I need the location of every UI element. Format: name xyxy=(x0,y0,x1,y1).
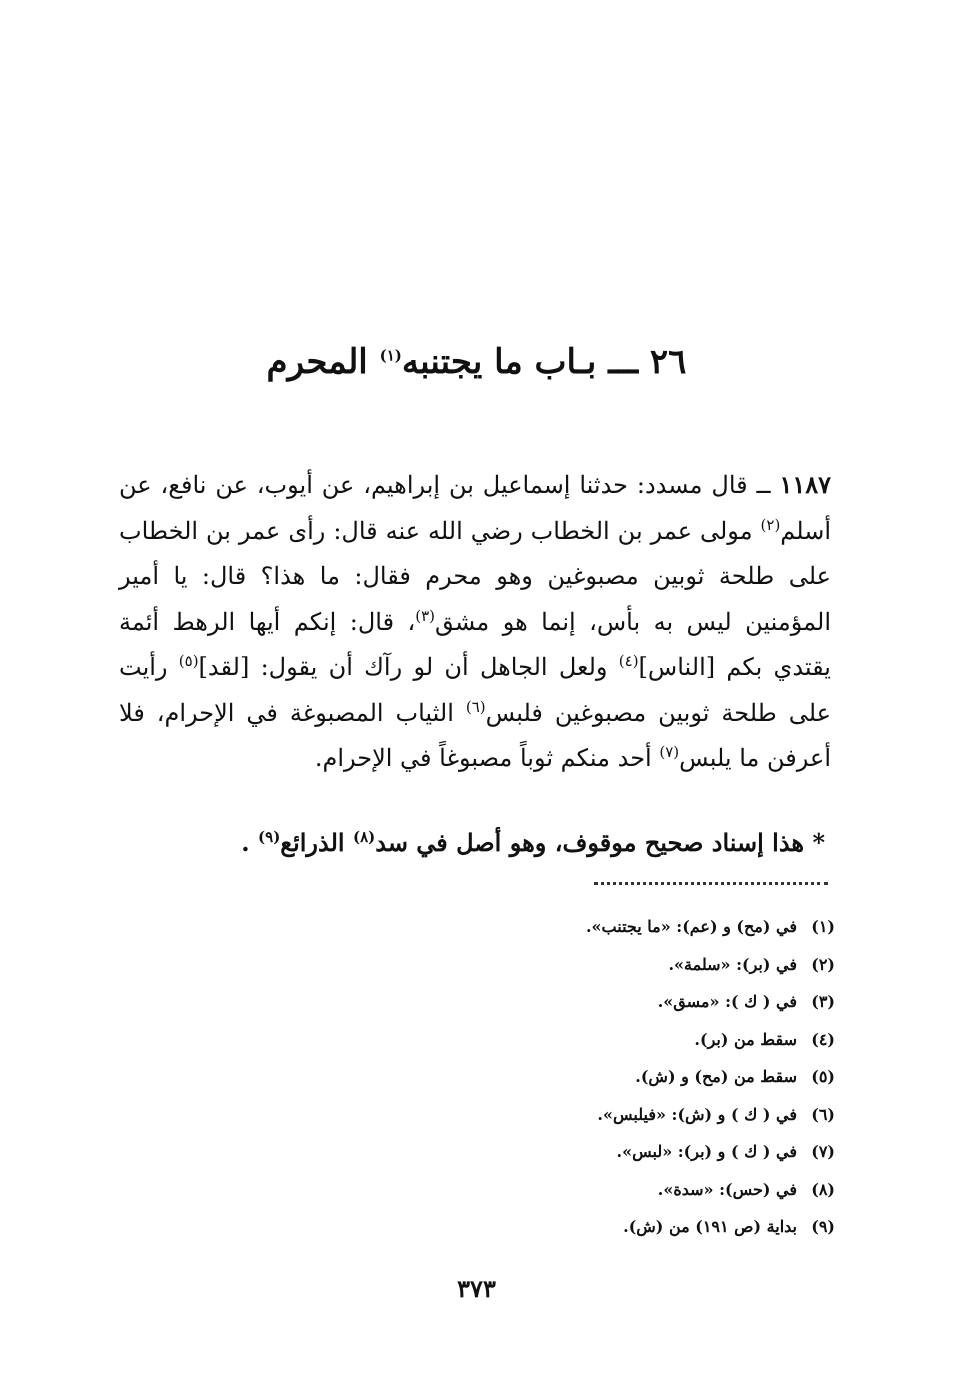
footnote-number: (٩) xyxy=(811,1217,835,1236)
footnote-ref: (٩) xyxy=(258,828,281,846)
footnote-item xyxy=(335,908,835,946)
footnote-ref: (٤) xyxy=(618,652,639,670)
hadith-text: قال مسدد: حدثنا إسماعيل بن إبراهيم، عن أيوب، عن نافع، عن أسلم xyxy=(119,471,831,545)
footnote-number: (٢) xyxy=(811,954,835,974)
footnote-text: بداية (ص ١٩١) من (ش). xyxy=(623,1217,797,1236)
footnotes-list xyxy=(335,908,835,1246)
footnote-ref: (١) xyxy=(379,346,402,365)
chapter-number: ٢٦ xyxy=(649,342,687,382)
footnote-text: في (مح) و (عم): «ما يجتنب». xyxy=(585,917,797,936)
footnote-text: في ( ك ): «مسق». xyxy=(657,992,797,1011)
hadith-number: ١١٨٧ xyxy=(779,470,831,499)
footnote-ref: (٢) xyxy=(760,515,781,534)
footnote-text: سقط من (مح) و (ش). xyxy=(635,1067,797,1086)
footnote-number: (٥) xyxy=(811,1067,835,1086)
footnote-text: سقط من (بر). xyxy=(694,1029,797,1049)
footnote-item xyxy=(335,1208,835,1246)
hadith-text: رأيت على طلحة ثوبين مصبوغين فلبس xyxy=(119,653,832,727)
footnote-text: في ( ك ) و (ش): «فيلبس». xyxy=(597,1104,797,1124)
grading-text: هذا إسناد صحيح موقوف، وهو أصل في سد xyxy=(375,828,813,857)
footnote-text: في ( ك ) و (بر): «لبس». xyxy=(616,1142,797,1161)
grading-text: الذرائع xyxy=(280,828,353,857)
footnote-ref: (٣) xyxy=(415,606,435,625)
footnote-number: (٧) xyxy=(811,1142,835,1161)
footnote-item xyxy=(335,983,835,1021)
hadith-text: الثياب المصبوغة في الإحرام، فلا أعرفن ما يلبس xyxy=(119,698,831,772)
chapter-title xyxy=(0,332,953,392)
footnote-ref: (٥) xyxy=(178,652,199,670)
footnote-ref: (٧) xyxy=(659,743,680,761)
footnote-text: في (حس): «سدة». xyxy=(657,1179,797,1199)
chapter-title-text: بـاب ما يجتنبه xyxy=(401,342,597,382)
hadith-text: ، قال: إنكم أيها الرهط أئمة يقتدي بكم [الناس] xyxy=(119,607,831,681)
footnote-number: (٣) xyxy=(811,992,835,1011)
hadith-text: أحد منكم ثوباً مصبوغاً في الإحرام. xyxy=(314,744,660,772)
hadith-text: مولى عمر بن الخطاب رضي الله عنه قال: رأى عمر بن الخطاب على طلحة ثوبين مصبوغين وهو محرم فقال: ما هذا؟ قال: يا أمير المؤمنين ليس به بأس، إنما هو مشق xyxy=(119,516,831,636)
hadith-paragraph xyxy=(119,462,831,782)
footnote-separator xyxy=(594,882,828,885)
footnote-item xyxy=(335,1171,835,1209)
footnote-number: (٦) xyxy=(811,1104,835,1124)
chapter-dash: ـــ xyxy=(608,342,639,382)
footnote-item xyxy=(335,1058,835,1096)
hadith-text: ولعل الجاهل أن لو رآك أن يقول: [لقد] xyxy=(198,653,619,681)
footnote-item xyxy=(335,1133,835,1171)
hadith-dash: ــ xyxy=(747,471,780,499)
footnote-item xyxy=(335,946,835,984)
footnote-number: (٤) xyxy=(811,1029,835,1049)
footnote-number: (٨) xyxy=(811,1179,835,1199)
chapter-title-text-end: المحرم xyxy=(266,342,380,382)
footnote-text: في (بر): «سلمة». xyxy=(668,954,797,974)
footnote-item xyxy=(335,1096,835,1134)
grading-note xyxy=(119,818,825,868)
footnote-ref: (٨) xyxy=(352,828,376,846)
star-icon: * xyxy=(812,828,825,857)
footnote-ref: (٦) xyxy=(465,697,486,716)
page-number: ٣٧٣ xyxy=(457,1274,496,1303)
footnote-number: (١) xyxy=(811,917,835,936)
footnote-item xyxy=(335,1021,835,1059)
grading-end: . xyxy=(241,828,259,857)
